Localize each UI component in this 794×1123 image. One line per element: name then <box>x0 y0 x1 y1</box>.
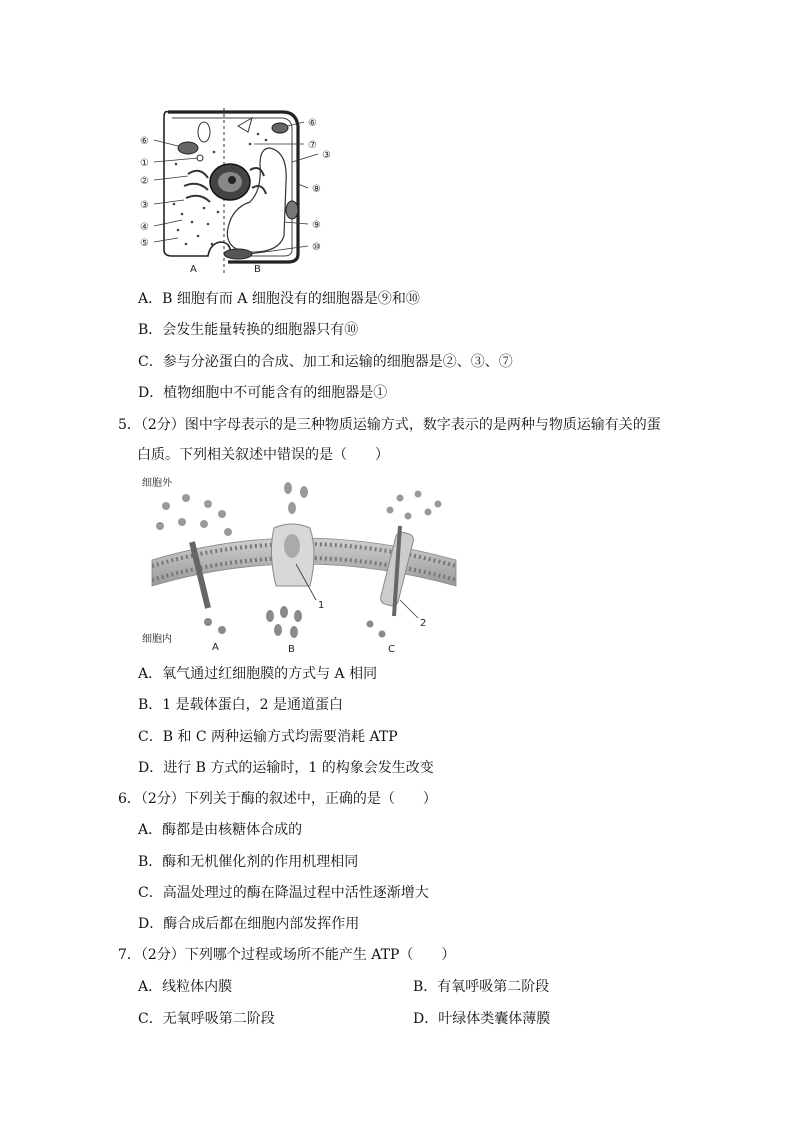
label-6-right: ⑥ <box>308 118 317 129</box>
q7-option-d: D．叶绿体类囊体薄膜 <box>413 1011 551 1027</box>
q5-stem-line1: 5．（2分）图中字母表示的是三种物质运输方式，数字表示的是两种与物质运输有关的蛋 <box>118 417 661 433</box>
outside-label: 细胞外 <box>142 478 172 489</box>
q6-option-d: D．酶合成后都在细胞内部发挥作用 <box>138 916 360 932</box>
protein-2-label: 2 <box>420 618 427 629</box>
label-6-left: ⑥ <box>140 136 149 147</box>
q7-option-b: B．有氧呼吸第二阶段 <box>413 979 550 995</box>
label-8-right: ⑧ <box>312 184 321 195</box>
transport-c-label: C <box>388 644 395 655</box>
q6-option-b: B．酶和无机催化剂的作用机理相同 <box>138 854 359 870</box>
panel-b-label: B <box>254 264 261 275</box>
inside-label: 细胞内 <box>142 634 172 645</box>
q7-option-a: A．线粒体内膜 <box>138 979 233 995</box>
cell-diagram <box>138 104 342 276</box>
q6-stem: 6．（2分）下列关于酶的叙述中，正确的是（ ） <box>118 791 437 807</box>
protein-1-label: 1 <box>318 600 325 611</box>
label-4-left: ④ <box>140 222 149 233</box>
q5-stem-line2: 白质。下列相关叙述中错误的是（ ） <box>137 447 389 463</box>
label-3-left: ③ <box>140 200 149 211</box>
q6-option-a: A．酶都是由核糖体合成的 <box>138 822 303 838</box>
vacuole <box>227 148 286 252</box>
q5-option-b: B．1 是载体蛋白，2 是通道蛋白 <box>138 697 344 713</box>
chloroplast <box>286 201 298 219</box>
q4-option-b: B．会发生能量转换的细胞器只有⑩ <box>138 322 359 338</box>
mitochondrion <box>178 142 198 154</box>
q4-option-a: A．B 细胞有而 A 细胞没有的细胞器是⑨和⑩ <box>138 291 420 307</box>
transport-a-label: A <box>212 642 219 653</box>
label-1-left: ① <box>140 158 149 169</box>
q5-option-a: A．氧气通过红细胞膜的方式与 A 相同 <box>138 666 378 682</box>
q4-option-d: D．植物细胞中不可能含有的细胞器是① <box>138 385 388 401</box>
label-5-left: ⑤ <box>140 238 149 249</box>
label-10-right: ⑩ <box>312 242 321 253</box>
label-7-right: ⑦ <box>308 140 317 151</box>
membrane-transport-diagram <box>138 476 464 656</box>
q7-option-c: C．无氧呼吸第二阶段 <box>138 1011 275 1027</box>
transport-b-label: B <box>288 644 295 655</box>
label-9-right: ⑨ <box>312 220 321 231</box>
q4-option-c: C．参与分泌蛋白的合成、加工和运输的细胞器是②、③、⑦ <box>138 354 513 370</box>
q7-stem: 7．（2分）下列哪个过程或场所不能产生 ATP（ ） <box>118 947 456 963</box>
label-3-right: ③ <box>322 150 331 161</box>
label-2-left: ② <box>140 176 149 187</box>
q5-option-d: D．进行 B 方式的运输时，1 的构象会发生改变 <box>138 760 434 776</box>
panel-a-label: A <box>190 264 197 275</box>
q6-option-c: C．高温处理过的酶在降温过程中活性逐渐增大 <box>138 885 429 901</box>
q5-option-c: C．B 和 C 两种运输方式均需要消耗 ATP <box>138 729 398 745</box>
